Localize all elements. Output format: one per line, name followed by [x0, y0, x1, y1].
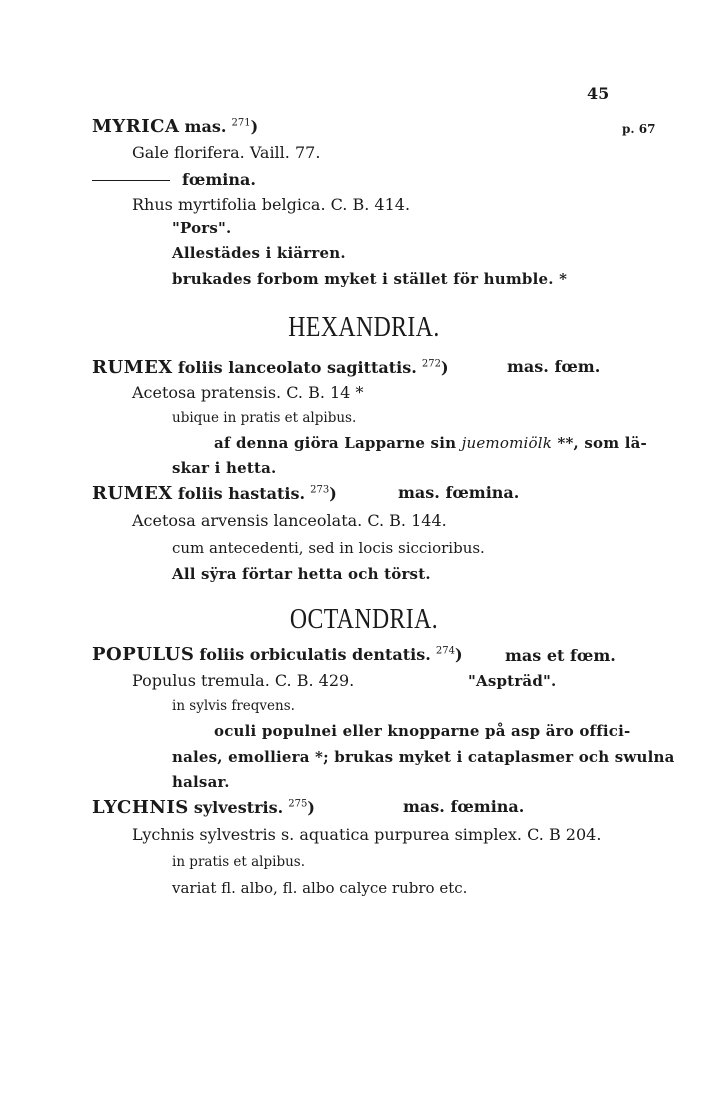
synonym-line: Acetosa arvensis lanceolata. C. B. 144. [132, 511, 447, 530]
synonym-line: Rhus myrtifolia belgica. C. B. 414. [132, 195, 411, 214]
synonym-line: Gale florifera. Vaill. 77. [132, 143, 321, 162]
vernacular-use-continued: skar i hetta. [172, 459, 277, 477]
sex-label: fœmina. [182, 170, 256, 189]
habitat-line: in pratis et alpibus. [172, 854, 305, 870]
habitat-line: ubique in pratis et alpibus. [172, 410, 357, 426]
species-description: foliis hastatis. [177, 484, 306, 503]
vernacular-text: af denna giöra Lapparne sin [214, 434, 457, 452]
vernacular-use: All sÿra förtar hetta och törst. [172, 565, 431, 583]
entry-myrica-header: MYRICA mas. $^{271}$) [92, 116, 259, 137]
species-description: foliis lanceolato sagittatis. [177, 358, 417, 377]
sub-entry-line [92, 169, 256, 191]
vernacular-use [214, 432, 647, 454]
entry-rumex-header: RUMEX foliis hastatis. $^{273}$) [92, 483, 337, 504]
species-description: foliis orbiculatis dentatis. [199, 645, 431, 664]
genus-name: RUMEX [92, 483, 173, 504]
sex-label: mas. [184, 117, 227, 136]
sex-label: mas. fœmina. [398, 483, 520, 502]
entry-populus-header: POPULUS foliis orbiculatis dentatis. $^{274}$) [92, 644, 463, 665]
synonym-line: Populus tremula. C. B. 429. [132, 671, 355, 690]
synonym-line: Acetosa pratensis. C. B. 14 * [132, 383, 364, 402]
variation-note: variat fl. albo, fl. albo calyce rubro etc. [172, 879, 468, 897]
vernacular-name: "Aspträd". [468, 672, 557, 690]
genus-name: MYRICA [92, 116, 180, 137]
habitat-line: cum antecedenti, sed in locis siccioribus. [172, 539, 485, 557]
medicinal-note: oculi populnei eller knopparne på asp äro offici- [214, 722, 631, 740]
synonym-line: Lychnis sylvestris s. aquatica purpurea simplex. C. B 204. [132, 825, 602, 844]
habitat-line: in sylvis freqvens. [172, 698, 295, 714]
footnote-ref: 274 [435, 645, 456, 657]
medicinal-note-continued: nales, emolliera *; brukas myket i cataplasmer och swulna [172, 748, 675, 766]
entry-rumex-header: RUMEX foliis lanceolato sagittatis. $^{272}$) [92, 357, 449, 378]
ditto-dash [92, 180, 170, 181]
sex-label: mas. fœm. [507, 357, 601, 376]
margin-page-ref: p. 67 [622, 122, 656, 136]
footnote-ref: 273 [310, 484, 330, 496]
species-description: sylvestris. [193, 798, 284, 817]
genus-name: LYCHNIS [92, 797, 189, 818]
class-heading-octandria: OCTANDRIA. [289, 603, 439, 635]
footnote-ref: 275 [288, 798, 308, 810]
footnote-ref: 271 [231, 117, 251, 129]
vernacular-text: **, som lä- [552, 434, 647, 452]
medicinal-note-continued: halsar. [172, 773, 230, 791]
sex-label: mas et fœm. [505, 646, 616, 665]
vernacular-term: juemomiölk [461, 434, 553, 452]
genus-name: POPULUS [92, 644, 195, 665]
sex-label: mas. fœmina. [403, 797, 525, 816]
entry-lychnis-header: LYCHNIS sylvestris. $^{275}$) [92, 797, 315, 818]
footnote-ref: 272 [421, 358, 442, 370]
class-heading-hexandria: HEXANDRIA. [288, 311, 440, 343]
vernacular-habitat: Allestädes i kiärren. [172, 244, 346, 262]
vernacular-name: "Pors". [172, 219, 232, 237]
vernacular-use: brukades forbom myket i stället för humble. * [172, 270, 568, 288]
genus-name: RUMEX [92, 357, 173, 378]
page-number: 45 [587, 84, 610, 103]
